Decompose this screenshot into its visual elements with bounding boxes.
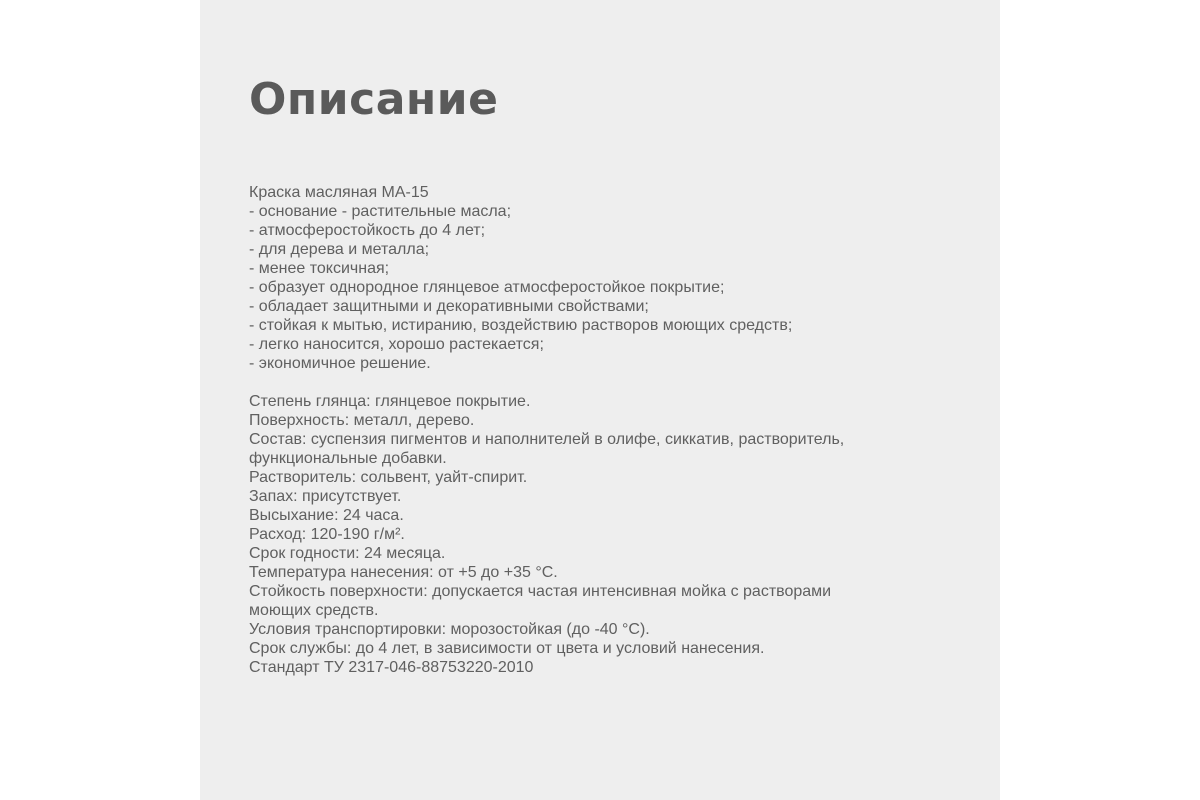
- feature-item: - атмосферостойкость до 4 лет;: [249, 222, 486, 239]
- spec-line: Высыхание: 24 часа.: [249, 507, 404, 524]
- spec-line: Температура нанесения: от +5 до +35 °С.: [249, 564, 558, 581]
- page-title: Описание: [249, 74, 499, 125]
- product-name: Краска масляная МА-15: [249, 184, 429, 201]
- spec-line: моющих средств.: [249, 602, 379, 619]
- spec-line: Растворитель: сольвент, уайт-спирит.: [249, 469, 528, 486]
- feature-item: - экономичное решение.: [249, 355, 431, 372]
- spec-line: Срок годности: 24 месяца.: [249, 545, 446, 562]
- spec-line: функциональные добавки.: [249, 450, 447, 467]
- spec-line: Расход: 120-190 г/м².: [249, 526, 405, 543]
- spec-line: Степень глянца: глянцевое покрытие.: [249, 393, 531, 410]
- feature-item: - для дерева и металла;: [249, 241, 430, 258]
- description-body: [249, 183, 969, 677]
- spec-line: Стойкость поверхности: допускается частая интенсивная мойка с растворами: [249, 583, 832, 600]
- feature-item: - менее токсичная;: [249, 260, 390, 277]
- spec-line: Срок службы: до 4 лет, в зависимости от цвета и условий нанесения.: [249, 640, 765, 657]
- feature-item: - легко наносится, хорошо растекается;: [249, 336, 544, 353]
- spec-line: Условия транспортировки: морозостойкая (до -40 °С).: [249, 621, 650, 638]
- spec-line: Поверхность: металл, дерево.: [249, 412, 475, 429]
- feature-item: - обладает защитными и декоративными свойствами;: [249, 298, 649, 315]
- feature-item: - стойкая к мытью, истиранию, воздействию растворов моющих средств;: [249, 317, 793, 334]
- feature-item: - образует однородное глянцевое атмосферостойкое покрытие;: [249, 279, 725, 296]
- spec-line: Запах: присутствует.: [249, 488, 402, 505]
- feature-item: - основание - растительные масла;: [249, 203, 512, 220]
- description-panel: [200, 0, 1000, 800]
- spec-line: Стандарт ТУ 2317-046-88753220-2010: [249, 659, 534, 676]
- paragraph-spacer: [249, 373, 969, 392]
- spec-line: Состав: суспензия пигментов и наполнителей в олифе, сиккатив, растворитель,: [249, 431, 845, 448]
